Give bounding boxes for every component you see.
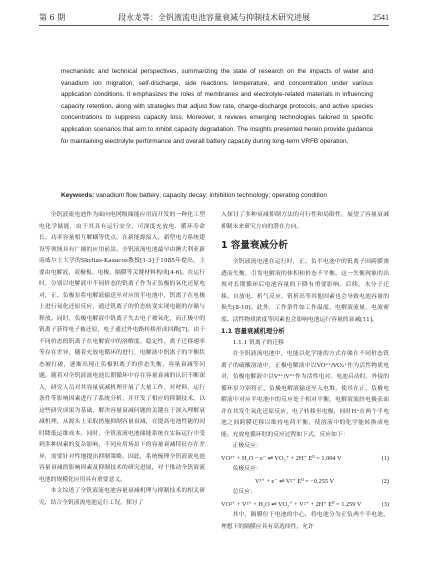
equation-number: (1) <box>381 454 389 462</box>
header-rule <box>39 25 389 26</box>
equation-expression: VO²⁺ + H₂O − e⁻ ⇌ VO₂⁺ + 2H⁺ E⁰ = 1.004 V <box>221 454 342 462</box>
positive-reaction-label: 正极反应： <box>232 443 262 449</box>
right-column <box>221 210 389 533</box>
intro-continuation: 入探讨了多种衰减抑制方法的可行性和局限性，展望了容量衰减抑制未来研究方向的潜在方向。 <box>221 212 389 230</box>
subsection-heading: 1.1 容量衰减机理分析 <box>221 328 285 335</box>
equation-2 <box>221 476 389 488</box>
keywords-label: Keywords: <box>61 192 95 199</box>
body-paragraph: 全钒液流电池作为面向电网级储能应用而开发的一种化工型电化学储能，由于其具有运行安全、可深度充放电、循环寿命长、功率容量相互解耦等优点，在新能源接入、新型电力系统建设等领域具有广阔的应用前景。全钒液流电池最早由澳大利亚新南威尔士大学的Skyllas-Kazacos教授[1-3]于1985年提出，主要由电解液、双极板、电极、隔膜等关键材料构成[4-6]。在运行时，分别以电解液中不同价态的钒离子作为正负极的氧化还原电对，正、负极泵将电解液输送至对应的半电池中，钒离子在电极上进行氧化还原反应，通过钒离子的价态转变实现电能的存储与释放。同时，负极电解液中钒离子失去电子被氧化，而正极中的钒离子获得电子被还原，电子通过外电路转移形成回路[7]。由于不同价态的钒离子在电解液中的溶解度、稳定性、离子迁移速率等存在差异，随着充放电循环的进行，电解液中钒离子的平衡状态被打破，逐渐出现正负极钒离子的价态失衡、容量衰减等问题。随着对全钒液流电池长期循环中存在容量衰减的认识不断深入，研究人员对其容量衰减机理开展了大量工作，对材料、运行条件等影响因素进行了系统分析，并开发了相应的抑制技术。以这些研究成果为基础，解决容量衰减问题的关键在于深入理解衰减机理，从源头上采取措施抑制容量衰减，在提高电池性能的同时降低运维成本。同时，全钒液流电池储能系统在实际运行中受到多种因素的复杂影响，不同应用场景下的容量衰减特征存在差异，需要针对性地提出抑制策略。因此，系统梳理全钒液流电池容量衰减的影响因素及抑制技术的研究进展，对于推动全钒液流电池的规模化应用具有重要意义。 <box>39 212 205 483</box>
negative-reaction-label: 负极反应： <box>232 466 262 472</box>
running-title: 段永龙等：全钒液流电池容量衰减与抑制技术研究进展 <box>118 13 310 22</box>
page-number: 2541 <box>373 13 389 22</box>
running-header <box>39 12 389 25</box>
equation-expression: V³⁺ + e⁻ ⇌ V²⁺ E⁰ = −0.255 V <box>255 477 335 485</box>
body-paragraph: 在全钒液流电池中，电能以化学能的方式存储在不同价态钒离子的硫酸溶液中，正极电解液中以VO²⁺/VO₂⁺作为活性物质电对，负极电解液中以V²⁺/V³⁺作为活性电对。电池启动时，外接的循环泵分别将正、负极电解液输送至入电堆，使其在正、负极电解液中对应半电池中的反应处于相对平衡，电解液流经电极表面并在其发生氧化还原反应，电子转移至电极，同时H⁺在两个半电池之间跨膜迁移以维持电荷平衡，使溶液中的化学能转换成电能。充放电循环时的反应过程如下式，反应如下： <box>221 351 389 438</box>
equation-expression: VO²⁺ + V³⁺ + H₂O ⇌ VO₂⁺ + V²⁺ + 2H⁺ E⁰ = 1.259 V <box>221 500 362 508</box>
body-paragraph: 其中，隔膜位于电池的中心，将电池分为正负两个半电池，理想下的隔膜应具有高选择性，允许 <box>221 512 389 530</box>
english-abstract: mechanistic and technical perspectives, summarizing the state of research on the impacts of water and vanadium ion migration, self-discharge, side reactions, temperature, and concentration under various application conditions. It emphasizes the roles of membranes and electrolyte-related materials in influencing capacity retention, along with strategies that adjust flow rate, charge-discharge protocols, and active species concentrations to suppress capacity loss. Moreover, it reviews emerging technologies tailored to specific application scenarios that aim to inhibit capacity degradation. The insights presented herein provide guidance for maintaining electrolyte performance and overall battery capacity during long-term VRFB operation. <box>61 68 373 145</box>
keywords-line <box>61 191 381 201</box>
subsubsection-heading: 1.1.1 钒离子的迁移 <box>232 339 284 346</box>
body-paragraph: 本文综述了全钒液流电池容量衰减机理与抑制技术的相关研究，结合全钒液流电池运行工况，探讨了 <box>39 488 205 506</box>
total-reaction-label: 总反应： <box>232 489 256 495</box>
issue-number: 第 6 期 <box>39 13 66 22</box>
equation-3 <box>221 499 389 511</box>
body-paragraph: 全钒液流电池在运行时，正、负半电池中的钒离子因跨膜渗透而失衡，引发电解液的体积和价态不平衡。这一失衡现象的出现对长期循环后电池容量的下降有重要影响。后续，水分子迁移、自放电、析气反应、钒析出等其他因素也会导致电池容量的损失[8-10]。此外，工作条件如工作温度、电解液流量、电流密度、活性物质浓度等因素也会影响电池运行容量的衰减[11]。 <box>221 259 389 323</box>
section-heading: 1 容量衰减分析 <box>221 240 288 251</box>
equation-1 <box>221 453 389 465</box>
equation-number: (2) <box>381 477 389 485</box>
equation-number: (3) <box>381 500 389 508</box>
left-column <box>39 210 205 509</box>
keywords-text: vanadium flow battery; capacity decay; inhibition technology; operating condition <box>94 192 327 199</box>
